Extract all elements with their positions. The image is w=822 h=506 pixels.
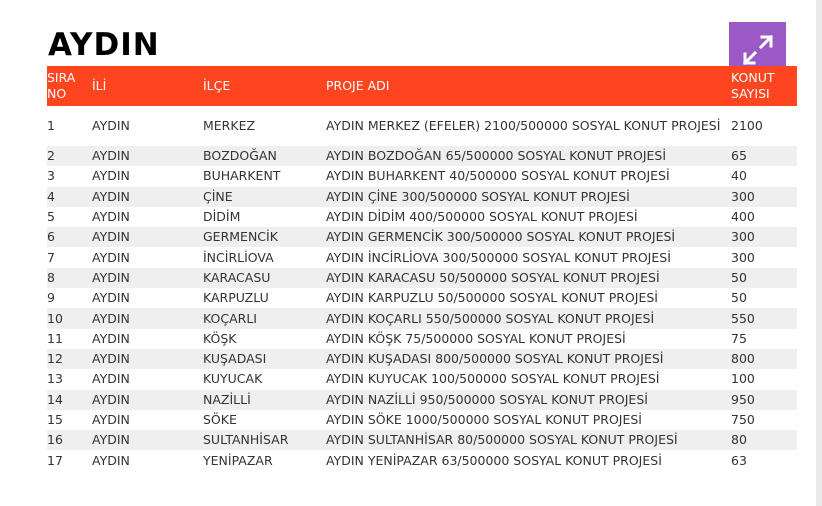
cell-ilce: KÖŞK: [203, 330, 237, 346]
table-row: [47, 207, 797, 227]
cell-ili: AYDIN: [92, 412, 130, 427]
housing-projects-table: [47, 66, 797, 471]
cell-proje-adi: AYDIN SÖKE 1000/500000 SOSYAL KONUT PROJESİ: [326, 412, 642, 427]
cell-sira-no: 13: [47, 371, 63, 387]
table-row: [47, 247, 797, 267]
table-row: [47, 410, 797, 430]
cell-konut-sayisi: 400: [731, 209, 755, 225]
cell-ilce: DİDİM: [203, 209, 241, 225]
table-row: [47, 146, 797, 166]
table-row: [47, 390, 797, 410]
cell-sira-no: 10: [47, 310, 63, 326]
header-ili: İLİ: [92, 78, 107, 93]
cell-ilce: KUŞADASI: [203, 351, 267, 367]
cell-ilce: KOÇARLI: [203, 310, 257, 326]
table-row: [47, 430, 797, 450]
cell-sira-no: 1: [47, 118, 55, 133]
cell-ili: AYDIN: [92, 330, 130, 346]
header-sira-no: SIRA NO: [47, 70, 76, 101]
table-header-row: [47, 66, 797, 106]
cell-ili: AYDIN: [92, 118, 130, 133]
cell-konut-sayisi: 750: [731, 412, 755, 427]
cell-ilce: NAZİLLİ: [203, 391, 251, 407]
header-ilce: İLÇE: [203, 78, 231, 93]
table-body: [47, 106, 797, 471]
cell-konut-sayisi: 50: [731, 269, 747, 285]
cell-sira-no: 9: [47, 290, 55, 306]
cell-ili: AYDIN: [92, 188, 130, 204]
cell-sira-no: 15: [47, 412, 63, 427]
cell-ili: AYDIN: [92, 391, 130, 407]
cell-ili: AYDIN: [92, 249, 130, 265]
cell-proje-adi: AYDIN MERKEZ (EFELER) 2100/500000 SOSYAL KONUT PROJESİ: [326, 118, 721, 133]
cell-sira-no: 14: [47, 391, 63, 407]
cell-proje-adi: AYDIN SULTANHİSAR 80/500000 SOSYAL KONUT PROJESİ: [326, 432, 678, 448]
cell-konut-sayisi: 50: [731, 290, 747, 306]
table-row: [47, 329, 797, 349]
scroll-gutter: [816, 0, 822, 506]
cell-konut-sayisi: 550: [731, 310, 755, 326]
cell-ili: AYDIN: [92, 269, 130, 285]
cell-sira-no: 5: [47, 209, 55, 225]
housing-projects-table-wrapper: [47, 66, 797, 471]
cell-ili: AYDIN: [92, 209, 130, 225]
cell-sira-no: 4: [47, 188, 55, 204]
cell-proje-adi: AYDIN BOZDOĞAN 65/500000 SOSYAL KONUT PROJESİ: [326, 148, 667, 164]
cell-konut-sayisi: 100: [731, 371, 755, 387]
cell-ili: AYDIN: [92, 229, 130, 245]
cell-ilce: KUYUCAK: [203, 371, 263, 387]
cell-proje-adi: AYDIN NAZİLLİ 950/500000 SOSYAL KONUT PROJESİ: [326, 391, 648, 407]
cell-proje-adi: AYDIN YENİPAZAR 63/500000 SOSYAL KONUT PROJESİ: [326, 452, 662, 468]
cell-ilce: KARACASU: [203, 269, 271, 285]
table-row: [47, 369, 797, 389]
cell-proje-adi: AYDIN ÇİNE 300/500000 SOSYAL KONUT PROJESİ: [326, 188, 630, 204]
cell-proje-adi: AYDIN GERMENCİK 300/500000 SOSYAL KONUT PROJESİ: [326, 229, 676, 245]
cell-ilce: İNCİRLİOVA: [203, 249, 274, 265]
header-proje-adi: PROJE ADI: [326, 78, 390, 93]
cell-konut-sayisi: 950: [731, 391, 755, 407]
cell-sira-no: 12: [47, 351, 63, 367]
cell-konut-sayisi: 40: [731, 168, 747, 184]
cell-ili: AYDIN: [92, 371, 130, 387]
table-row: [47, 450, 797, 470]
table-row: [47, 187, 797, 207]
cell-proje-adi: AYDIN BUHARKENT 40/500000 SOSYAL KONUT PROJESİ: [326, 168, 670, 184]
cell-ilce: ÇİNE: [203, 188, 233, 204]
page-title: AYDIN: [48, 27, 160, 63]
cell-ili: AYDIN: [92, 432, 130, 448]
cell-sira-no: 17: [47, 452, 63, 468]
cell-ili: AYDIN: [92, 351, 130, 367]
cell-sira-no: 2: [47, 148, 55, 164]
table-row: [47, 106, 797, 146]
cell-konut-sayisi: 80: [731, 432, 747, 448]
cell-ilce: MERKEZ: [203, 118, 256, 133]
cell-proje-adi: AYDIN KUŞADASI 800/500000 SOSYAL KONUT PROJESİ: [326, 351, 664, 367]
cell-sira-no: 3: [47, 168, 55, 184]
cell-sira-no: 7: [47, 249, 55, 265]
cell-proje-adi: AYDIN KARACASU 50/500000 SOSYAL KONUT PROJESİ: [326, 269, 660, 285]
cell-konut-sayisi: 300: [731, 249, 755, 265]
cell-konut-sayisi: 300: [731, 229, 755, 245]
cell-proje-adi: AYDIN İNCİRLİOVA 300/500000 SOSYAL KONUT PROJESİ: [326, 249, 671, 265]
expand-arrows-icon: [738, 30, 778, 70]
cell-ilce: BOZDOĞAN: [203, 148, 277, 164]
table-row: [47, 268, 797, 288]
cell-proje-adi: AYDIN KUYUCAK 100/500000 SOSYAL KONUT PROJESİ: [326, 371, 660, 387]
table-row: [47, 349, 797, 369]
cell-konut-sayisi: 63: [731, 452, 747, 468]
cell-proje-adi: AYDIN KÖŞK 75/500000 SOSYAL KONUT PROJESİ: [326, 330, 626, 346]
cell-konut-sayisi: 800: [731, 351, 755, 367]
cell-sira-no: 11: [47, 330, 63, 346]
cell-ilce: SULTANHİSAR: [203, 432, 289, 448]
cell-konut-sayisi: 65: [731, 148, 747, 164]
cell-ili: AYDIN: [92, 452, 130, 468]
cell-proje-adi: AYDIN KARPUZLU 50/500000 SOSYAL KONUT PROJESİ: [326, 290, 658, 306]
cell-sira-no: 16: [47, 432, 63, 448]
cell-ili: AYDIN: [92, 168, 130, 184]
header-konut-sayisi: KONUT SAYISI: [731, 70, 775, 101]
table-row: [47, 166, 797, 186]
cell-sira-no: 6: [47, 229, 55, 245]
cell-ili: AYDIN: [92, 148, 130, 164]
cell-ili: AYDIN: [92, 310, 130, 326]
cell-konut-sayisi: 75: [731, 330, 747, 346]
table-row: [47, 227, 797, 247]
cell-ili: AYDIN: [92, 290, 130, 306]
cell-proje-adi: AYDIN KOÇARLI 550/500000 SOSYAL KONUT PROJESİ: [326, 310, 655, 326]
cell-ilce: SÖKE: [203, 412, 237, 427]
cell-ilce: GERMENCİK: [203, 229, 278, 245]
cell-konut-sayisi: 2100: [731, 118, 763, 133]
cell-proje-adi: AYDIN DİDİM 400/500000 SOSYAL KONUT PROJESİ: [326, 209, 638, 225]
cell-konut-sayisi: 300: [731, 188, 755, 204]
cell-ilce: YENİPAZAR: [203, 452, 273, 468]
cell-sira-no: 8: [47, 269, 55, 285]
cell-ilce: BUHARKENT: [203, 168, 281, 184]
table-row: [47, 308, 797, 328]
table-row: [47, 288, 797, 308]
cell-ilce: KARPUZLU: [203, 290, 269, 306]
